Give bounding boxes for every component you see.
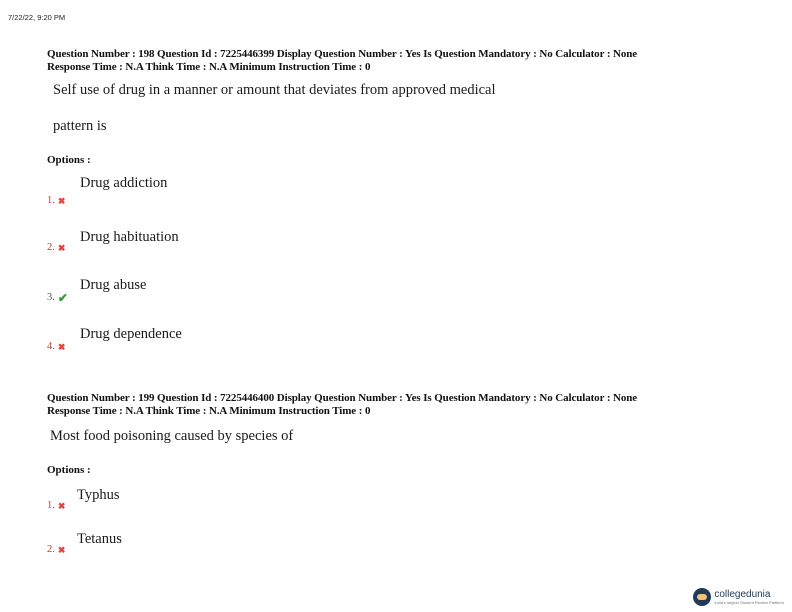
option-number: 4. ✖ <box>47 341 66 352</box>
print-timestamp: 7/22/22, 9:20 PM <box>8 13 66 22</box>
logo-tagline: India's largest Student Review Platform <box>714 600 784 605</box>
option-number: 2. ✖ <box>47 544 66 555</box>
question-198-meta <box>47 48 637 74</box>
option-text: Drug abuse <box>80 277 147 293</box>
cross-icon: ✖ <box>57 195 66 206</box>
logo-name: collegedunia <box>714 589 771 600</box>
check-icon: ✔ <box>57 290 68 305</box>
question-199-meta <box>47 392 637 418</box>
option-text: Typhus <box>77 487 120 503</box>
cross-icon: ✖ <box>57 544 66 555</box>
option-text: Tetanus <box>77 531 122 547</box>
collegedunia-logo <box>693 588 784 606</box>
cross-icon: ✖ <box>57 242 66 253</box>
question-meta-line1: Question Number : 198 Question Id : 7225446399 Display Question Number : Yes Is Question Mandatory : No Calculator : None <box>47 48 638 60</box>
mascot-icon <box>693 588 711 606</box>
question-meta-line2: Response Time : N.A Think Time : N.A Minimum Instruction Time : 0 <box>47 61 371 73</box>
options-label: Options : <box>47 464 91 476</box>
option-text: Drug dependence <box>80 326 182 342</box>
option-text: Drug addiction <box>80 175 168 191</box>
option-number: 2. ✖ <box>47 242 66 253</box>
option-number: 1. ✖ <box>47 195 66 206</box>
question-198-text-line1: Self use of drug in a manner or amount that deviates from approved medical <box>53 82 496 98</box>
options-label: Options : <box>47 154 91 166</box>
question-meta-line1: Question Number : 199 Question Id : 7225446400 Display Question Number : Yes Is Question Mandatory : No Calculator : None <box>47 392 638 404</box>
question-198-text-line2: pattern is <box>53 118 107 134</box>
cross-icon: ✖ <box>57 341 66 352</box>
option-number: 1. ✖ <box>47 500 66 511</box>
option-number: 3. ✔ <box>47 290 68 305</box>
option-text: Drug habituation <box>80 229 179 245</box>
question-199-text-line1: Most food poisoning caused by species of <box>50 428 294 444</box>
question-meta-line2: Response Time : N.A Think Time : N.A Minimum Instruction Time : 0 <box>47 405 371 417</box>
cross-icon: ✖ <box>57 500 66 511</box>
